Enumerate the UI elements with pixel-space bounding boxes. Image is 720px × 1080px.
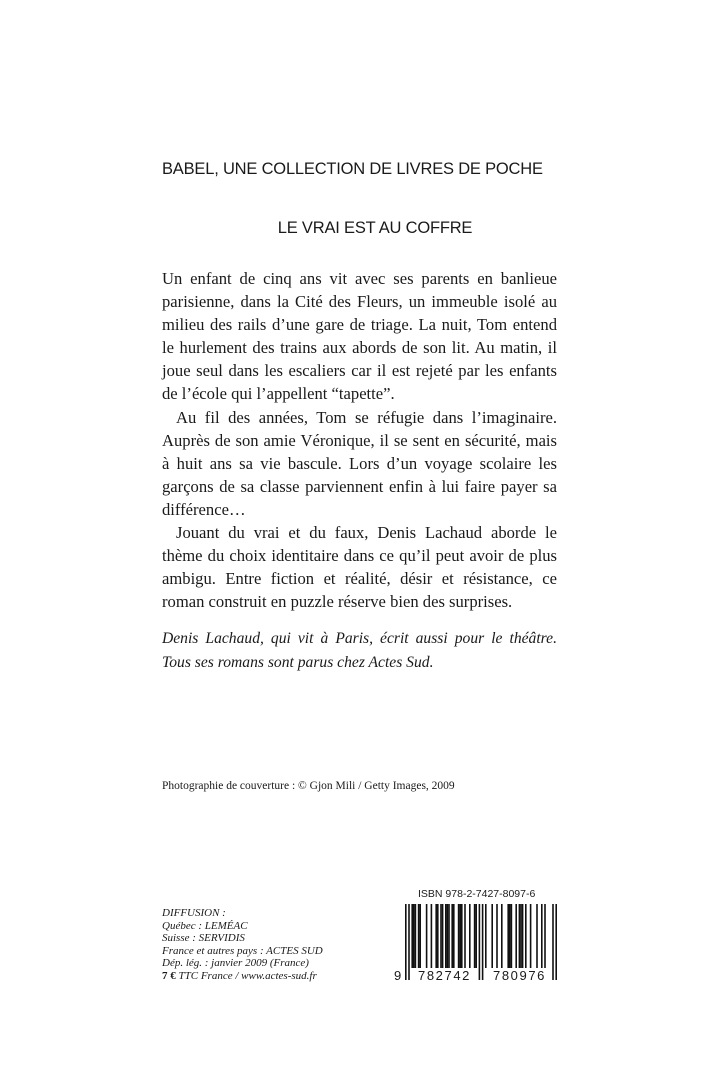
barcode-bar <box>474 904 476 968</box>
barcode-bar <box>459 904 461 968</box>
barcode-bar <box>475 904 477 968</box>
barcode-bar <box>501 904 503 968</box>
barcode-bar <box>442 904 444 968</box>
barcode-bar <box>411 904 413 968</box>
price: 7 € <box>162 969 176 982</box>
barcode-bar <box>544 904 546 968</box>
barcode-bar <box>485 904 487 968</box>
barcode-bar <box>418 904 420 968</box>
barcode-bar <box>413 904 415 968</box>
barcode-right-group: 780976 <box>493 968 546 983</box>
barcode-lead-digit: 9 <box>394 968 403 983</box>
diffusion-heading: DIFFUSION : <box>162 907 226 919</box>
diffusion-block <box>162 907 382 983</box>
barcode-bar <box>491 904 493 968</box>
barcode-bar <box>469 904 471 968</box>
diffusion-quebec: Québec : LEMÉAC <box>162 919 248 932</box>
author-bio: Denis Lachaud, qui vit à Paris, écrit aussi pour le théâtre. Tous ses romans sont parus chez Actes Sud. <box>162 630 557 671</box>
summary-text <box>162 267 557 674</box>
barcode-bar <box>461 904 463 968</box>
summary-paragraph: Jouant du vrai et du faux, Denis Lachaud aborde le thème du choix identitaire dans ce qu’il peut avoir de plus ambigu. Entre fiction et réalité, désir et résistance, ce roman construit en puzzle réserve bien des surprises. <box>162 523 557 612</box>
barcode-bar <box>511 904 513 968</box>
book-title: LE VRAI EST AU COFFRE <box>277 219 473 237</box>
barcode-bar <box>453 904 455 968</box>
price-details: TTC France / www.actes-sud.fr <box>175 969 317 982</box>
summary-paragraph: Au fil des années, Tom se réfugie dans l’imaginaire. Auprès de son amie Véronique, il se sent en sécurité, mais à huit ans sa vie bascule. Lors d’un voyage scolaire les garçons de sa classe parviennent enfin à lui faire payer sa différence… <box>162 407 557 519</box>
barcode-bar <box>519 904 521 968</box>
barcode-digits <box>393 968 567 986</box>
isbn-label: ISBN 978-2-7427-8097-6 <box>418 888 536 900</box>
series-heading: BABEL, UNE COLLECTION DE LIVRES DE POCHE <box>162 160 543 178</box>
barcode-bar <box>541 904 543 968</box>
barcode-bar <box>525 904 527 968</box>
barcode-bar <box>522 904 524 968</box>
legal-deposit: Dép. lég. : janvier 2009 (France) <box>162 957 309 970</box>
barcode-bar <box>415 904 417 968</box>
barcode-bar <box>448 904 450 968</box>
summary-paragraph: Un enfant de cinq ans vit avec ses parents en banlieue parisienne, dans la Cité des Fleurs, un immeuble isolé au milieu des rails d’une gare de triage. La nuit, Tom entend le hurlement des trains aux abords de son lit. Au matin, il joue seul dans les escaliers car il est rejeté par les enfants de l’école qui l’appellent “tapette”. <box>162 269 557 404</box>
barcode-bar <box>496 904 498 968</box>
barcode-bar <box>419 904 421 968</box>
barcode-bar <box>431 904 433 968</box>
barcode-bar <box>509 904 511 968</box>
barcode-bar <box>426 904 428 968</box>
price-line <box>162 970 382 983</box>
barcode-bar <box>437 904 439 968</box>
barcode-bar <box>464 904 466 968</box>
photo-credit: Photographie de couverture : © Gjon Mili / Getty Images, 2009 <box>162 780 455 792</box>
diffusion-suisse: Suisse : SERVIDIS <box>162 932 245 945</box>
barcode-bar <box>530 904 532 968</box>
barcode-bar <box>451 904 453 968</box>
diffusion-france: France et autres pays : ACTES SUD <box>162 944 323 957</box>
barcode-left-group: 782742 <box>418 968 471 983</box>
barcode-bar <box>507 904 509 968</box>
barcode-bar <box>440 904 442 968</box>
barcode-bar <box>520 904 522 968</box>
barcode-bar <box>458 904 460 968</box>
barcode-bar <box>445 904 447 968</box>
barcode-bar <box>447 904 449 968</box>
barcode-bar <box>536 904 538 968</box>
barcode-bar <box>435 904 437 968</box>
barcode-bar <box>515 904 517 968</box>
